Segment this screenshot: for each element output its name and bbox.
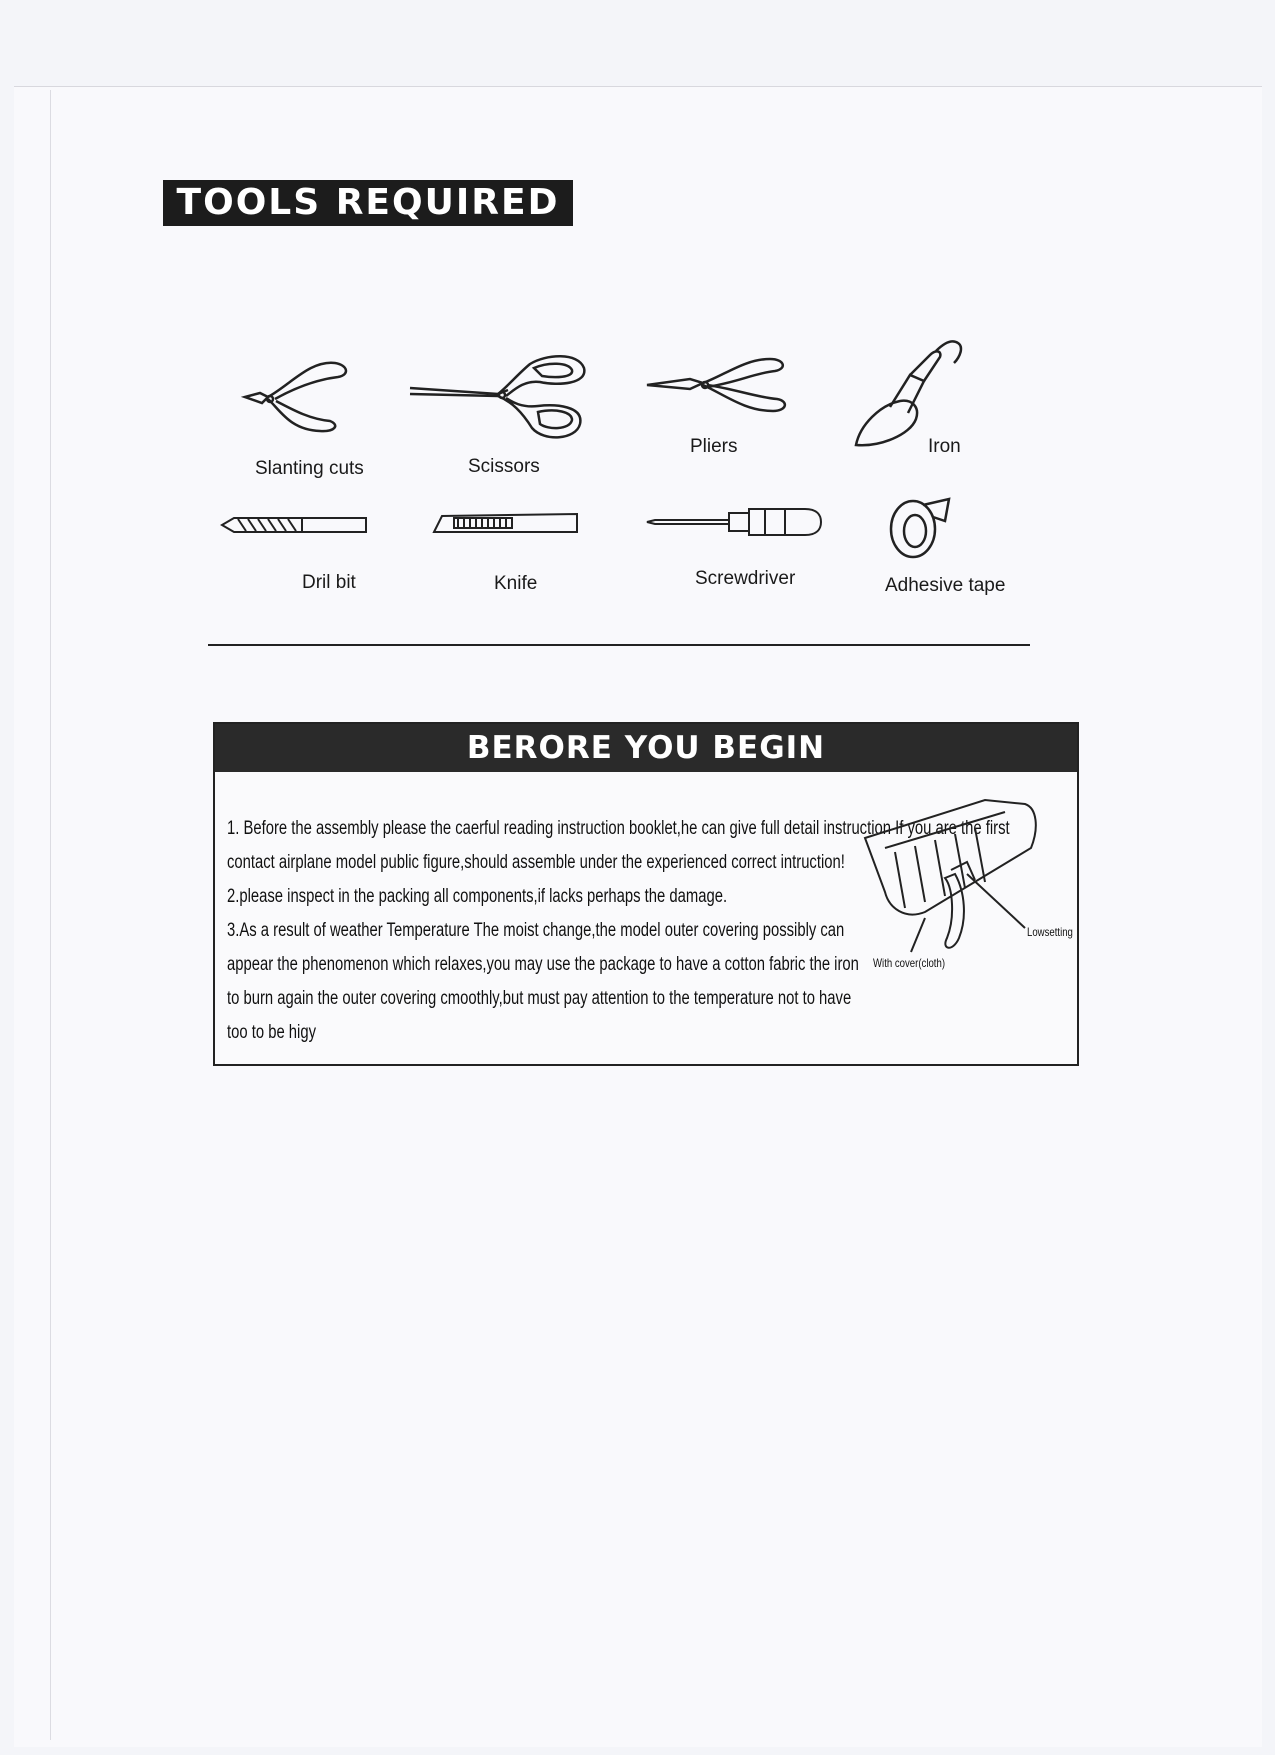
adhesive-tape-label: Adhesive tape	[885, 575, 1006, 596]
section-divider	[208, 644, 1030, 646]
adhesive-tape-icon	[885, 495, 955, 560]
scissors-icon	[408, 350, 588, 440]
instruction-line-5: appear the phenomenon which relaxes,you may use the package to have a cotton fabric the iron	[227, 954, 859, 975]
screwdriver-icon	[645, 505, 825, 539]
slanting-cuts-label: Slanting cuts	[255, 458, 364, 479]
before-you-begin-box	[213, 722, 1079, 1066]
instruction-line-6: to burn again the outer covering cmoothly,but must pay attention to the temperature not to have	[227, 988, 852, 1009]
dril-bit-label: Dril bit	[302, 572, 356, 593]
knife-icon	[432, 510, 582, 536]
instruction-line-2: contact airplane model public figure,should assemble under the experienced correct intruction!	[227, 852, 845, 873]
scissors-label: Scissors	[468, 456, 540, 477]
tool-scissors	[408, 350, 593, 480]
tool-slanting-cuts	[240, 355, 370, 480]
instruction-line-7: too to be higy	[227, 1022, 316, 1043]
tool-pliers	[645, 355, 795, 460]
ironing-figure	[855, 788, 1075, 988]
before-you-begin-heading: BERORE YOU BEGIN	[215, 724, 1077, 772]
tools-required-heading: TOOLS REQUIRED	[163, 180, 573, 226]
instruction-line-1: 1. Before the assembly please the caerful reading instruction booklet,he can give full detail instruction If you are the first	[227, 818, 1010, 839]
with-cover-label: With cover(cloth)	[873, 956, 946, 970]
page-fold-line	[50, 90, 51, 1740]
screwdriver-label: Screwdriver	[695, 568, 796, 589]
tool-adhesive-tape	[885, 495, 1015, 600]
instruction-line-4: 3.As a result of weather Temperature The moist change,the model outer covering possibly can	[227, 920, 845, 941]
tool-iron	[850, 335, 980, 460]
instruction-line-3: 2.please inspect in the packing all components,if lacks perhaps the damage.	[227, 886, 728, 907]
tool-knife	[432, 510, 582, 595]
iron-label: Iron	[928, 436, 961, 457]
pliers-icon	[645, 355, 795, 415]
low-setting-label: Lowsetting	[1027, 925, 1073, 939]
tool-dril-bit	[220, 515, 370, 595]
slanting-cuts-icon	[240, 355, 360, 435]
pliers-label: Pliers	[690, 436, 738, 457]
dril-bit-icon	[220, 515, 370, 535]
knife-label: Knife	[494, 573, 538, 594]
tool-screwdriver	[645, 505, 825, 595]
